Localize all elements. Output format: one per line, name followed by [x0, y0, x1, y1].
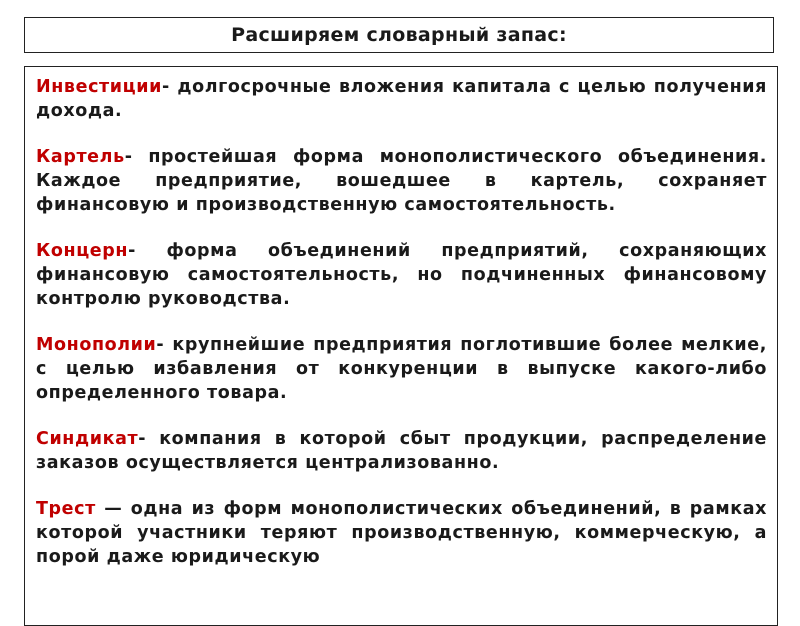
slide-title-box: [24, 17, 774, 53]
term-cartel: Картель: [36, 147, 125, 167]
definition-text-cartel: - простейшая форма монополистического объединения. Каждое предприятие, вошедшее в картель, сохраняет финансовую и производственную самостоятельность.: [36, 147, 767, 215]
definition-text-monopolies: - крупнейшие предприятия поглотившие более мелкие, с целью избавления от конкуренции в выпуске какого-либо определенного товара.: [36, 335, 767, 403]
definition-cartel: [36, 145, 767, 217]
definition-text-investments: - долгосрочные вложения капитала с целью получения дохода.: [36, 77, 767, 121]
term-monopolies: Монополии: [36, 335, 157, 355]
definition-text-syndicate: - компания в которой сбыт продукции, распределение заказов осуществляется централизованно.: [36, 429, 767, 473]
term-trust: Трест: [36, 499, 96, 519]
definition-monopolies: [36, 333, 767, 405]
term-syndicate: Синдикат: [36, 429, 139, 449]
definition-syndicate: [36, 427, 767, 475]
definition-text-trust: — одна из форм монополистических объединений, в рамках которой участники теряют производственную, коммерческую, а порой даже юридическую: [36, 499, 767, 567]
term-concern: Концерн: [36, 241, 129, 261]
term-investments: Инвестиции: [36, 77, 162, 97]
slide-title: Расширяем словарный запас:: [231, 24, 567, 46]
definition-investments: [36, 75, 767, 123]
definitions-box: [24, 66, 778, 626]
definition-concern: [36, 239, 767, 311]
definition-text-concern: - форма объединений предприятий, сохраняющих финансовую самостоятельность, но подчиненных финансовому контролю руководства.: [36, 241, 767, 309]
definition-trust: [36, 497, 767, 569]
